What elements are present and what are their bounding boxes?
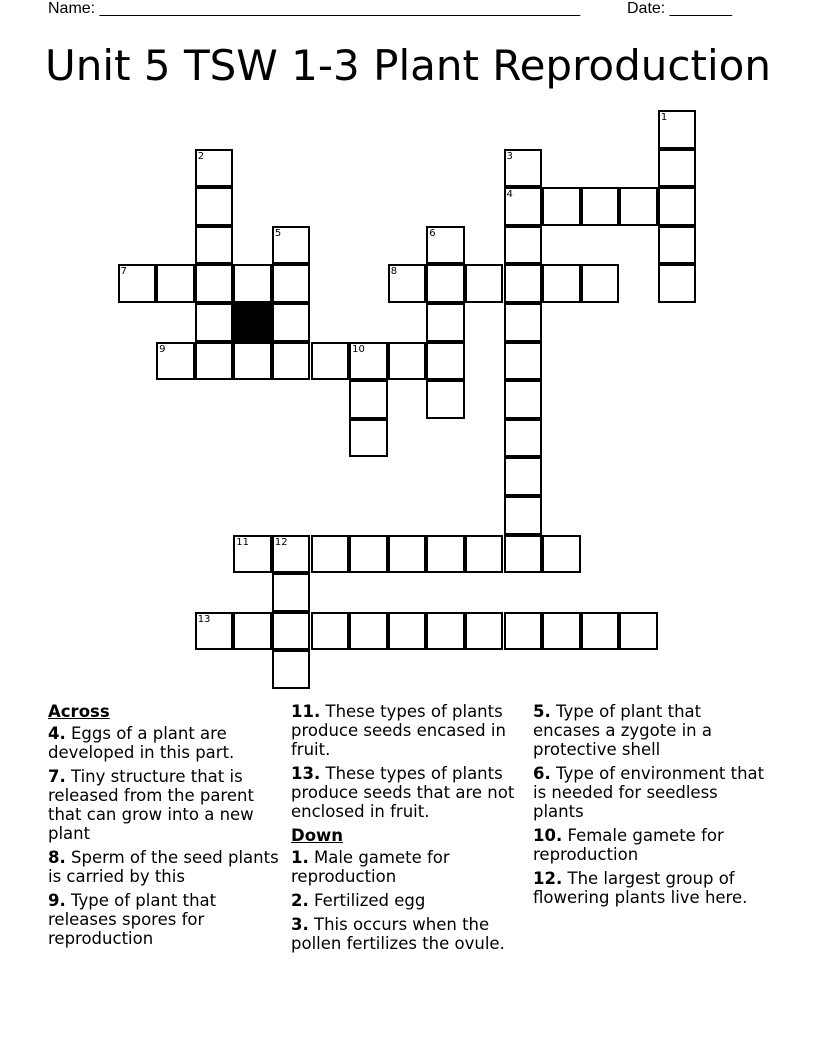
grid-cell[interactable]	[581, 187, 620, 226]
cell-number: 4	[506, 189, 513, 201]
clue-down-2	[291, 891, 525, 910]
grid-cell[interactable]	[619, 612, 658, 651]
grid-cell[interactable]	[349, 612, 388, 651]
grid-cell[interactable]	[272, 342, 311, 381]
grid-cell[interactable]	[426, 380, 465, 419]
clue-text: The largest group of flowering plants live here.	[533, 869, 748, 907]
grid-cell[interactable]	[504, 457, 543, 496]
grid-cell[interactable]	[272, 573, 311, 612]
grid-cell[interactable]	[426, 303, 465, 342]
grid-cell[interactable]	[658, 187, 697, 226]
grid-cell[interactable]	[504, 612, 543, 651]
clue-text: These types of plants produce seeds encased in fruit.	[291, 702, 506, 759]
grid-cell[interactable]	[658, 264, 697, 303]
clue-down-12	[533, 869, 767, 907]
clue-column-3	[533, 702, 767, 912]
clue-text: Type of plant that encases a zygote in a protective shell	[533, 702, 712, 759]
grid-cell[interactable]	[272, 612, 311, 651]
grid-cell[interactable]	[388, 612, 427, 651]
clue-text: These types of plants produce seeds that are not enclosed in fruit.	[291, 764, 515, 821]
grid-cell[interactable]	[118, 264, 157, 303]
clue-across-9	[48, 891, 282, 948]
block-cell	[233, 303, 272, 342]
cell-number: 10	[352, 343, 365, 355]
grid-cell[interactable]	[504, 303, 543, 342]
clue-number: 11.	[291, 702, 321, 721]
grid-cell[interactable]	[581, 264, 620, 303]
clue-down-1	[291, 848, 525, 886]
clue-number: 8.	[48, 848, 66, 867]
clue-text: Male gamete for reproduction	[291, 848, 450, 886]
grid-cell[interactable]	[195, 226, 234, 265]
grid-cell[interactable]	[465, 535, 504, 574]
clue-down-3	[291, 915, 525, 953]
cell-number: 6	[429, 227, 436, 239]
grid-cell[interactable]	[233, 612, 272, 651]
grid-cell[interactable]	[504, 380, 543, 419]
cell-number: 11	[236, 536, 250, 548]
grid-cell[interactable]	[349, 419, 388, 458]
grid-cell[interactable]	[311, 535, 350, 574]
clue-number: 6.	[533, 764, 551, 783]
cell-number: 13	[197, 613, 211, 625]
grid-cell[interactable]	[195, 264, 234, 303]
grid-cell[interactable]	[311, 612, 350, 651]
clue-text: Type of environment that is needed for seedless plants	[533, 764, 765, 821]
cell-number: 1	[660, 112, 668, 123]
grid-cell[interactable]	[426, 342, 465, 381]
grid-cell[interactable]	[233, 535, 272, 574]
clue-across-11	[291, 702, 525, 759]
clue-across-13	[291, 764, 525, 821]
grid-cell[interactable]	[233, 342, 272, 381]
clue-across-7	[48, 767, 282, 843]
clue-number: 10.	[533, 826, 563, 845]
grid-cell[interactable]	[504, 535, 543, 574]
grid-cell[interactable]	[504, 264, 543, 303]
clue-number: 4.	[48, 724, 66, 743]
clue-text: Sperm of the seed plants is carried by this	[48, 848, 279, 886]
grid-cell[interactable]	[581, 612, 620, 651]
grid-cell[interactable]	[542, 612, 581, 651]
cell-number: 8	[390, 266, 398, 278]
clue-column-2	[291, 702, 525, 958]
name-field-label[interactable]: Name: ______________________________________________________	[48, 0, 581, 17]
grid-cell[interactable]	[542, 264, 581, 303]
clue-down-6	[533, 764, 767, 821]
grid-cell[interactable]	[272, 226, 311, 265]
grid-cell[interactable]	[388, 264, 427, 303]
grid-cell[interactable]	[349, 380, 388, 419]
clue-column-1	[48, 702, 282, 953]
grid-cell[interactable]	[542, 535, 581, 574]
clue-across-8	[48, 848, 282, 886]
clue-number: 3.	[291, 915, 309, 934]
down-heading: Down	[291, 826, 344, 845]
clue-text: Type of plant that releases spores for reproduction	[48, 891, 217, 948]
grid-cell[interactable]	[542, 187, 581, 226]
date-field-label[interactable]: Date: _______	[627, 0, 732, 17]
grid-cell[interactable]	[504, 187, 543, 226]
grid-cell[interactable]	[658, 110, 697, 149]
clue-number: 13.	[291, 764, 321, 783]
clue-down-10	[533, 826, 767, 864]
grid-cell[interactable]	[619, 187, 658, 226]
grid-cell[interactable]	[504, 496, 543, 535]
grid-cell[interactable]	[658, 226, 697, 265]
grid-cell[interactable]	[195, 187, 234, 226]
grid-cell[interactable]	[658, 149, 697, 188]
grid-cell[interactable]	[156, 264, 195, 303]
clue-text: Eggs of a plant are developed in this part.	[48, 724, 235, 762]
grid-cell[interactable]	[272, 264, 311, 303]
clue-number: 9.	[48, 891, 66, 910]
page-title: Unit 5 TSW 1-3 Plant Reproduction	[45, 41, 771, 90]
grid-cell[interactable]	[504, 419, 543, 458]
grid-cell[interactable]	[388, 535, 427, 574]
grid-cell[interactable]	[233, 264, 272, 303]
grid-cell[interactable]	[504, 226, 543, 265]
clue-number: 7.	[48, 767, 66, 786]
clue-number: 2.	[291, 891, 309, 910]
grid-cell[interactable]	[465, 264, 504, 303]
cell-number: 9	[159, 343, 166, 355]
cell-number: 7	[120, 266, 127, 278]
cell-number: 5	[274, 227, 282, 239]
cell-number: 2	[197, 150, 205, 162]
grid-cell[interactable]	[272, 650, 311, 689]
clue-number: 5.	[533, 702, 551, 721]
grid-cell[interactable]	[349, 342, 388, 381]
grid-cell[interactable]	[426, 226, 465, 265]
clue-text: Female gamete for reproduction	[533, 826, 724, 864]
grid-cell[interactable]	[388, 342, 427, 381]
clue-text: Tiny structure that is released from the parent that can grow into a new plant	[48, 767, 254, 843]
clue-across-4	[48, 724, 282, 762]
cell-number: 3	[506, 150, 513, 162]
grid-cell[interactable]	[272, 303, 311, 342]
clue-down-5	[533, 702, 767, 759]
across-heading: Across	[48, 702, 110, 721]
cell-number: 12	[274, 536, 288, 548]
grid-cell[interactable]	[504, 342, 543, 381]
grid-cell[interactable]	[426, 264, 465, 303]
grid-cell[interactable]	[504, 149, 543, 188]
grid-cell[interactable]	[156, 342, 195, 381]
grid-cell[interactable]	[195, 342, 234, 381]
grid-cell[interactable]	[426, 535, 465, 574]
grid-cell[interactable]	[349, 535, 388, 574]
grid-cell[interactable]	[195, 612, 234, 651]
grid-cell[interactable]	[272, 535, 311, 574]
grid-cell[interactable]	[195, 303, 234, 342]
grid-cell[interactable]	[426, 612, 465, 651]
grid-cell[interactable]	[311, 342, 350, 381]
clue-text: Fertilized egg	[314, 891, 426, 910]
grid-cell[interactable]	[195, 149, 234, 188]
clue-number: 1.	[291, 848, 309, 867]
grid-cell[interactable]	[465, 612, 504, 651]
clue-text: This occurs when the pollen fertilizes the ovule.	[291, 915, 505, 953]
clue-number: 12.	[533, 869, 563, 888]
